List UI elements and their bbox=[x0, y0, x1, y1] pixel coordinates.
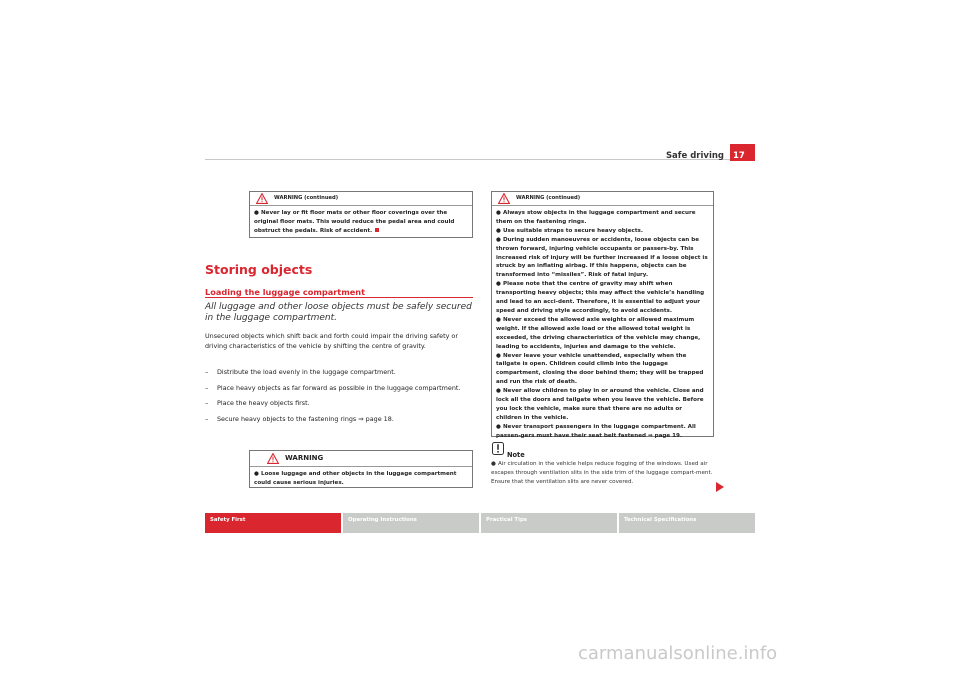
warning-item: ● Use suitable straps to secure heavy objects. bbox=[496, 227, 643, 234]
bullet-icon: ● bbox=[496, 388, 501, 395]
tab-technical-specifications[interactable]: Technical Specifications bbox=[619, 513, 755, 533]
bullet-icon: ● bbox=[254, 210, 259, 216]
warning-box bbox=[249, 450, 473, 488]
warning-label: WARNING (continued) bbox=[516, 195, 581, 201]
bullet-icon: ● bbox=[496, 227, 501, 234]
running-header-title: Safe driving bbox=[665, 151, 724, 161]
subsection-rule bbox=[205, 297, 473, 298]
tab-operating-instructions[interactable]: Operating Instructions bbox=[343, 513, 479, 533]
warning-item: ● Never exceed the allowed axle weights or allowed maximum weight. If the allowed axle load or the allowed total weight is exceeded, the driving characteristics of the vehicle may change, leading to accidents, injuries and damage to the vehicle. bbox=[496, 316, 701, 350]
warning-label: WARNING bbox=[285, 454, 324, 462]
warning-body bbox=[492, 206, 713, 444]
watermark: carmanualsonline.info bbox=[578, 643, 778, 664]
bullet-icon: ● bbox=[491, 461, 496, 467]
list-item: – Secure heavy objects to the fastening rings ⇒ page 18. bbox=[205, 414, 394, 423]
warning-header bbox=[492, 192, 713, 206]
lead-text: All luggage and other loose objects must be safely secured in the luggage compartment. bbox=[205, 302, 472, 323]
list-item: – Distribute the load evenly in the luggage compartment. bbox=[205, 368, 396, 376]
warning-triangle-icon bbox=[498, 193, 510, 204]
warning-item: ● Never leave your vehicle unattended, especially when the tailgate is open. Children could climb into the luggage compartment, closing the door behind them; they will be trapped and run the risk of death. bbox=[496, 352, 704, 386]
instruction-list bbox=[205, 368, 473, 424]
subsection-title: Loading the luggage compartment bbox=[205, 287, 366, 297]
warning-item: ● Never transport passengers in the luggage compartment. All passen-gers must have their seat belt fastened ⇒ page 19. bbox=[496, 423, 696, 439]
warning-continued-box-left bbox=[249, 191, 473, 238]
bullet-icon: ● bbox=[496, 210, 501, 216]
next-page-arrow-icon[interactable] bbox=[716, 482, 724, 492]
warning-item: ● Please note that the centre of gravity may shift when transporting heavy objects; this may affect the vehicle’s handling and lead to an acci-dent. Therefore, it is essential to adjust your speed and driving style accordingly, to avoid accidents. bbox=[496, 281, 705, 314]
bullet-icon: ● bbox=[496, 281, 501, 288]
warning-triangle-icon bbox=[256, 193, 268, 204]
list-item: – Place the heavy objects first. bbox=[205, 399, 310, 407]
header-rule bbox=[205, 159, 730, 160]
warning-continued-box-right bbox=[491, 191, 714, 437]
warning-header bbox=[250, 451, 472, 467]
note-label: Note bbox=[507, 451, 525, 459]
warning-triangle-icon bbox=[267, 453, 279, 464]
page-number-badge: 17 bbox=[730, 144, 755, 161]
warning-body bbox=[250, 206, 472, 239]
warning-label: WARNING (continued) bbox=[274, 195, 339, 201]
list-item: – Place heavy objects as far forward as possible in the luggage compartment. bbox=[205, 383, 461, 392]
bullet-icon: ● bbox=[496, 316, 501, 323]
warning-item: ● Always stow objects in the luggage compartment and secure them on the fastening rings. bbox=[496, 210, 696, 225]
warning-item: ● During sudden manoeuvres or accidents, loose objects can be thrown forward, injuring vehicle occupants or passers-by. This increased risk of injury will be further increased if a loose object is struck by an inflating airbag. If this happens, objects can be transformed into “missiles”. Risk of fatal injury. bbox=[496, 236, 708, 279]
warning-item: Never lay or fit floor mats or other floor coverings over the original floor mats. This would reduce the pedal area and could obstruct the pedals. Risk of accident. bbox=[254, 210, 455, 234]
end-of-section-icon bbox=[375, 228, 379, 232]
tab-safety-first[interactable]: Safety First bbox=[205, 513, 341, 533]
warning-item: Loose luggage and other objects in the luggage compartment could cause serious injuries. bbox=[254, 471, 457, 486]
bullet-icon: ● bbox=[254, 471, 259, 477]
warning-item: ● Never allow children to play in or around the vehicle. Close and lock all the doors and tailgate when you leave the vehicle. Before you lock the vehicle, make sure that there are no adults or children in the vehicle. bbox=[496, 388, 704, 421]
bullet-icon: ● bbox=[496, 236, 501, 243]
section-title: Storing objects bbox=[205, 262, 313, 277]
bullet-icon: ● bbox=[496, 423, 501, 430]
warning-header bbox=[250, 192, 472, 206]
note-text: ● Air circulation in the vehicle helps reduce fogging of the windows. Used air escapes through ventilation slits in the side trim of the luggage compart-ment. Ensure that the ventilation slits are never covered. bbox=[491, 461, 713, 485]
body-paragraph: Unsecured objects which shift back and forth could impair the driving safety or driving characteristics of the vehicle by shifting the centre of gravity. bbox=[205, 332, 458, 350]
note-icon bbox=[492, 442, 504, 455]
bullet-icon: ● bbox=[496, 352, 501, 359]
tab-practical-tips[interactable]: Practical Tips bbox=[481, 513, 617, 533]
warning-body bbox=[250, 467, 472, 491]
